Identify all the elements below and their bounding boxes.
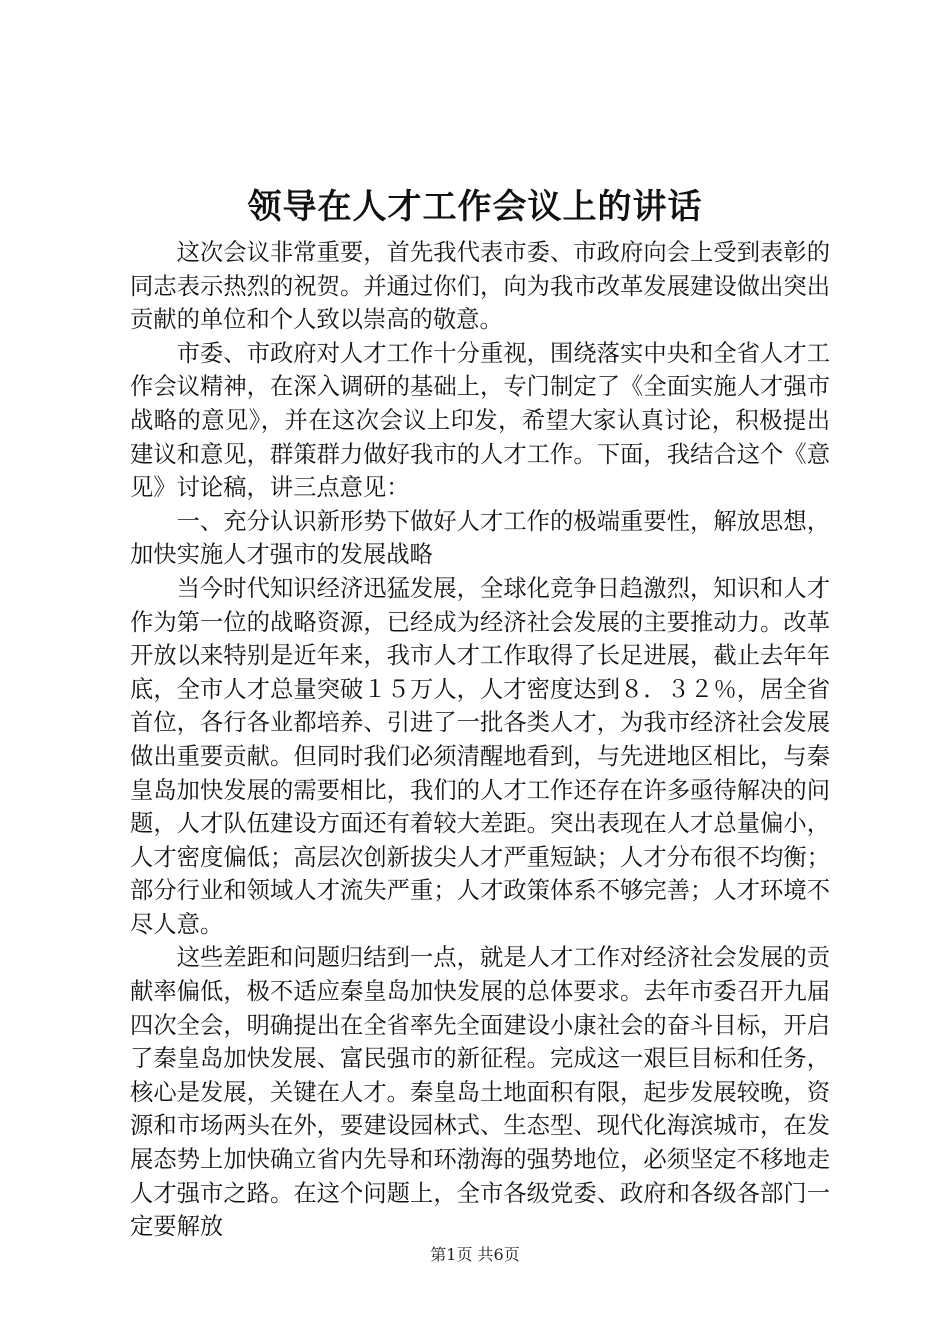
paragraph-gaps-and-problems: 这些差距和问题归结到一点，就是人才工作对经济社会发展的贡献率偏低，极不适应秦皇岛加快发展的总体要求。去年市委召开九届四次全会，明确提出在全省率先全面建设小康社会的奋斗目标，开启了秦皇岛加快发展、富民强市的新征程。完成这一艰巨目标和任务，核心是发展，关键在人才。秦皇岛土地面积有限，起步发展较晚，资源和市场两头在外，要建设园林式、生态型、现代化海滨城市，在发展态势上加快确立省内先导和环渤海的强势地位，必须坚定不移地走人才强市之路。在这个问题上，全市各级党委、政府和各级各部门一定要解放 <box>130 944 830 1241</box>
paragraph-current-situation: 当今时代知识经济迅猛发展，全球化竞争日趋激烈，知识和人才作为第一位的战略资源，已经成为经济社会发展的主要推动力。改革开放以来特别是近年来，我市人才工作取得了长足进展，截止去年年底，全市人才总量突破１５万人，人才密度达到８．３２％，居全省首位，各行各业都培养、引进了一批各类人才，为我市经济社会发展做出重要贡献。但同时我们必须清醒地看到，与先进地区相比，与秦皇岛加快发展的需要相比，我们的人才工作还存在许多亟待解决的问题，人才队伍建设方面还有着较大差距。突出表现在人才总量偏小，人才密度偏低；高层次创新拔尖人才严重短缺；人才分布很不均衡；部分行业和领域人才流失严重；人才政策体系不够完善；人才环境不尽人意。 <box>130 574 830 938</box>
document-body <box>130 236 830 1244</box>
paragraph-importance: 市委、市政府对人才工作十分重视，围绕落实中央和全省人才工作会议精神，在深入调研的基础上，专门制定了《全面实施人才强市战略的意见》，并在这次会议上印发，希望大家认真讨论，积极提出建议和意见，群策群力做好我市的人才工作。下面，我结合这个《意见》讨论稿，讲三点意见： <box>130 339 830 502</box>
page-footer: 第1页 共6页 <box>430 1245 520 1264</box>
paragraph-opening: 这次会议非常重要，首先我代表市委、市政府向会上受到表彰的同志表示热烈的祝贺。并通过你们，向为我市改革发展建设做出突出贡献的单位和个人致以崇高的敬意。 <box>130 239 830 334</box>
section-heading-one: 一、充分认识新形势下做好人才工作的极端重要性，解放思想，加快实施人才强市的发展战略 <box>130 507 830 569</box>
document-title: 领导在人才工作会议上的讲话 <box>247 187 703 227</box>
